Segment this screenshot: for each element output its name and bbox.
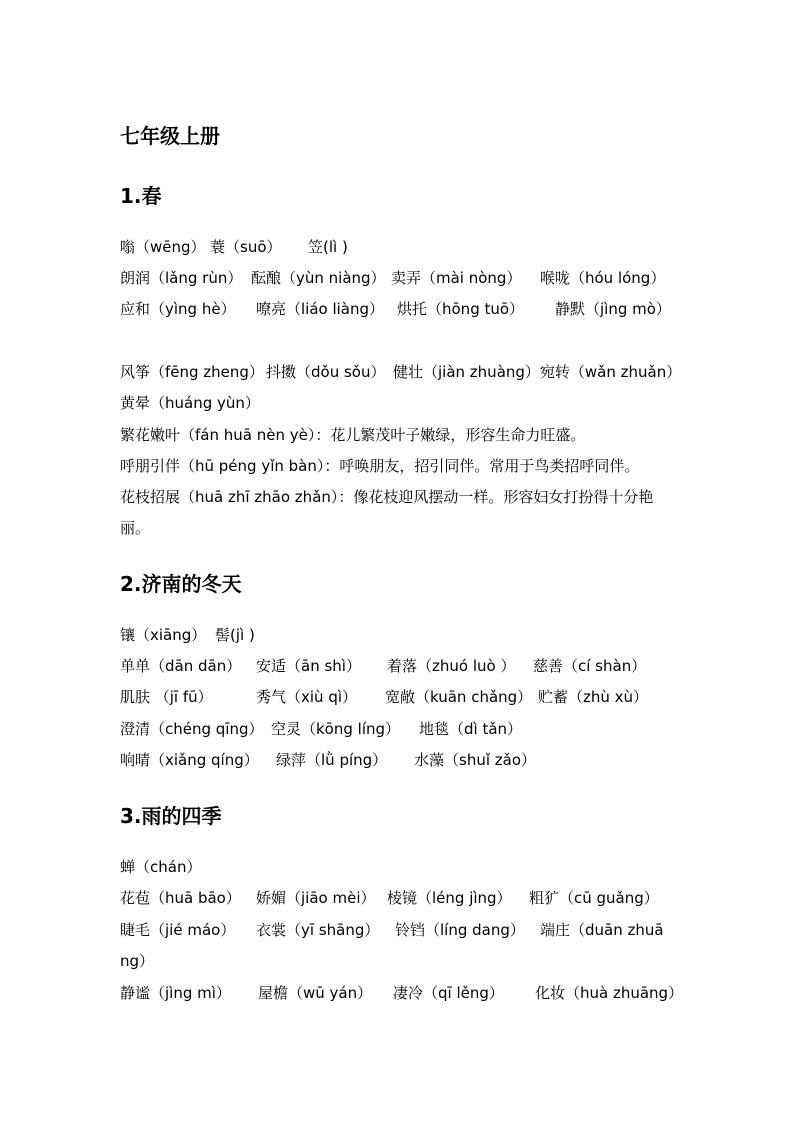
vocab-entry: 静谧（jìng mì） [120,984,231,1002]
vocab-entry: 静默（jìng mò） [555,300,671,318]
vocab-entry: 宽敞（kuān chǎng） [385,688,533,706]
vocab-entry: 空灵（kōng líng） [271,720,401,738]
vocab-entry: 蝉（chán） [120,858,202,876]
vocab-entry: 化妆（huà zhuāng） [535,984,684,1002]
idiom-definition: 呼朋引伴（hū péng yǐn bàn）：呼唤朋友，招引同伴。常用于鸟类招呼同伴。 [120,457,640,475]
vocab-entry: 酝酿（yùn niàng） [251,269,386,287]
vocab-entry: 笠(lì ) [308,238,348,256]
vocab-entry: 烘托（hōng tuō） [397,300,525,318]
vocab-entry: 凄冷（qī lěng） [393,984,504,1002]
vocab-entry: 地毯（dì tǎn） [419,720,523,738]
vocab-entry: 安适（ān shì） [256,657,361,675]
vocab-entry: 嗡（wēng） [120,238,206,256]
vocab-entry: 抖擞（dǒu sǒu） [266,363,386,381]
vocab-entry: 蓑（suō） [210,238,282,256]
vocab-entry: 卖弄（mài nòng） [391,269,522,287]
vocab-entry: 朗润（lǎng rùn） [120,269,243,287]
vocab-entry: 镶（xiāng） [120,626,207,644]
vocab-entry: 单单（dān dān） [120,657,242,675]
page-title: 七年级上册 [120,124,220,148]
vocab-entry: 水藻（shuǐ zǎo） [414,751,537,769]
vocab-entry: 棱镜（léng jìng） [387,889,512,907]
section-heading: 1.春 [120,184,162,208]
vocab-entry: 肌肤 （jī fū） [120,688,213,706]
vocab-entry: 绿萍（lǜ píng） [276,751,388,769]
vocab-entry: 嘹亮（liáo liàng） [256,300,385,318]
idiom-definition: 丽。 [120,519,151,537]
vocab-entry: 髻(jì ) [215,626,255,644]
vocab-entry: 慈善（cí shàn） [533,657,647,675]
vocab-entry: 睫毛（jié máo） [120,921,236,939]
vocab-entry: 风筝（fēng zheng） [120,363,264,381]
vocab-entry: 娇媚（jiāo mèi） [256,889,376,907]
vocab-entry: 喉咙（hóu lóng） [540,269,666,287]
vocab-entry: ng） [120,952,155,970]
section-heading: 2.济南的冬天 [120,572,242,596]
vocab-entry: 铃铛（líng dang） [395,921,525,939]
vocab-entry: 澄清（chéng qīng） [120,720,264,738]
vocab-entry: 花苞（huā bāo） [120,889,241,907]
vocab-entry: 屋檐（wū yán） [258,984,373,1002]
vocab-entry: 应和（yìng hè） [120,300,236,318]
idiom-definition: 繁花嫩叶（fán huā nèn yè）：花儿繁茂叶子嫩绿，形容生命力旺盛。 [120,426,586,444]
vocab-entry: 粗犷（cū guǎng） [529,889,659,907]
vocab-entry: 衣裳（yī shāng） [256,921,380,939]
idiom-definition: 花枝招展（huā zhī zhāo zhǎn）：像花枝迎风摆动一样。形容妇女打扮得十分艳 [120,488,654,506]
section-heading: 3.雨的四季 [120,804,222,828]
vocab-entry: 黄晕（huáng yùn） [120,394,260,412]
vocab-entry: 端庄（duān zhuā [540,921,664,939]
vocab-entry: 响晴（xiǎng qíng） [120,751,259,769]
vocab-entry: 秀气（xiù qì） [256,688,358,706]
vocab-entry: 贮蓄（zhù xù） [538,688,649,706]
vocab-entry: 健壮（jiàn zhuàng）宛转（wǎn zhuǎn） [393,363,682,381]
vocab-entry: 着落（zhuó luò ） [387,657,516,675]
